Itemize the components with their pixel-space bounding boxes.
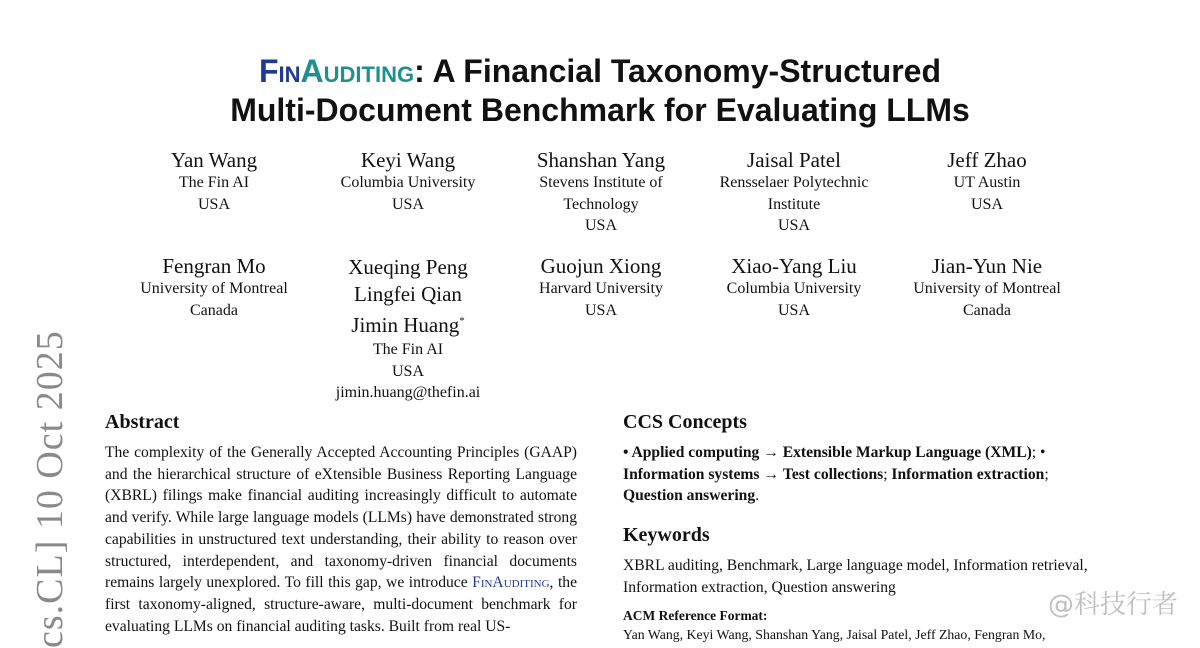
author-affiliation: University of Montreal [913,280,1061,297]
abstract-text-after: , the first taxonomy-aligned, structure-aware, multi-document benchmark for evaluating LLMs on financial auditing tasks. Built from real US- [105,574,577,635]
ccs-separator: ; [1044,465,1049,483]
title-line-2: Multi-Document Benchmark for Evaluating LLMs [230,92,970,128]
author-affiliation: The Fin AI [372,341,444,358]
author-affiliation: University of Montreal [140,280,288,297]
author-name: Jeff Zhao [947,148,1027,172]
author-affiliation: The Fin AI [178,174,250,191]
ccs-end: . [755,487,760,505]
ccs-term: • Applied computing [623,444,760,461]
ccs-arrow: → [759,444,783,461]
author-jaisal-patel [699,148,889,237]
abstract-paragraph [105,442,577,637]
author-country: USA [970,195,1003,213]
author-country: USA [584,217,617,234]
author-name: Jimin Huang [351,313,460,337]
author-name: Xiao-Yang Liu [731,254,857,278]
ccs-term: Test collections [782,465,884,483]
keywords-text: XBRL auditing, Benchmark, Large language model, Information retrieval, Information extraction, Question answering [623,557,1088,596]
author-affiliation: Institute [767,195,821,213]
ccs-term: Question answering [623,487,756,505]
author-country: Canada [963,301,1011,319]
author-affiliation: Rensselaer Polytechnic [719,174,869,191]
ccs-concepts-text [623,442,1095,507]
ccs-heading: CCS Concepts [623,411,747,433]
author-name: Jaisal Patel [747,148,841,172]
author-email: jimin.huang@thefin.ai [335,384,481,401]
author-country: USA [197,195,230,213]
ccs-arrow: → [759,465,783,483]
ccs-term: Information extraction [891,465,1045,483]
watermark-logo: @科技行者 [1047,590,1178,620]
author-name: Jian-Yun Nie [931,254,1043,278]
arxiv-side-stamp: cs.CL] 10 Oct 2025 [29,330,71,648]
author-country: USA [391,195,424,213]
author-name: Shanshan Yang [536,148,666,172]
author-affiliation: Columbia University [340,174,476,191]
author-name-with-star [313,308,503,339]
abstract-benchmark-name: FinAuditing [472,574,550,592]
acm-reference-text: Yan Wang, Keyi Wang, Shanshan Yang, Jaisal Patel, Jeff Zhao, Fengran Mo, [623,626,1046,642]
author-name: Guojun Xiong [540,254,662,278]
abstract-section [105,410,577,637]
author-guojun-xiong [506,254,696,321]
author-country: Canada [190,301,238,319]
author-name: Yan Wang [170,148,258,172]
abstract-heading: Abstract [105,411,180,433]
title-rest-line-1: : A Financial Taxonomy-Structured [414,53,941,89]
author-affiliation: Harvard University [539,280,663,297]
author-name: Fengran Mo [162,254,266,278]
author-jeff-zhao [892,148,1082,215]
title-name-audit: Auditing [300,53,415,89]
author-affiliation: UT Austin [953,174,1021,191]
ccs-separator: ; [883,465,892,483]
author-name: Keyi Wang [360,148,456,172]
paper-title [0,52,1200,130]
author-country: USA [777,217,810,234]
author-name: Lingfei Qian [354,282,462,306]
author-country: USA [391,362,424,380]
author-country: USA [777,301,810,319]
ccs-separator: ; • [1031,444,1046,461]
title-name-fin: Fin [259,53,301,89]
abstract-text-before: The complexity of the Generally Accepted Accounting Principles (GAAP) and the hierarchical structure of eXtensible Business Reporting Language (XBRL) filings make financial auditing increasingly difficult to automate and verify. While large language models (LLMs) have demonstrated strong capabilities in unstructured text understanding, their ability to reason over structured, interdependent, and taxonomy-driven financial documents remains largely unexplored. To fill this gap, we introduce [105,444,577,592]
keywords-heading: Keywords [623,524,710,547]
author-fengran-mo [119,254,309,321]
author-xiao-yang-liu [699,254,889,321]
author-affiliation: Technology [563,195,639,213]
author-name: Xueqing Peng [348,255,468,279]
author-country: USA [584,301,617,319]
author-yan-wang [119,148,309,215]
corresponding-author-mark: * [459,315,465,327]
author-affiliation: Columbia University [726,280,862,297]
acm-reference-heading: ACM Reference Format: [623,607,768,623]
author-jian-yun-nie [892,254,1082,321]
author-group-fin-ai [313,254,503,404]
ccs-term: Extensible Markup Language (XML) [782,444,1032,461]
ccs-term: Information systems [623,465,760,483]
author-affiliation: Stevens Institute of [539,174,663,191]
right-column [623,410,1095,645]
author-keyi-wang [313,148,503,215]
author-shanshan-yang [506,148,696,237]
title-line-1 [0,52,1200,91]
